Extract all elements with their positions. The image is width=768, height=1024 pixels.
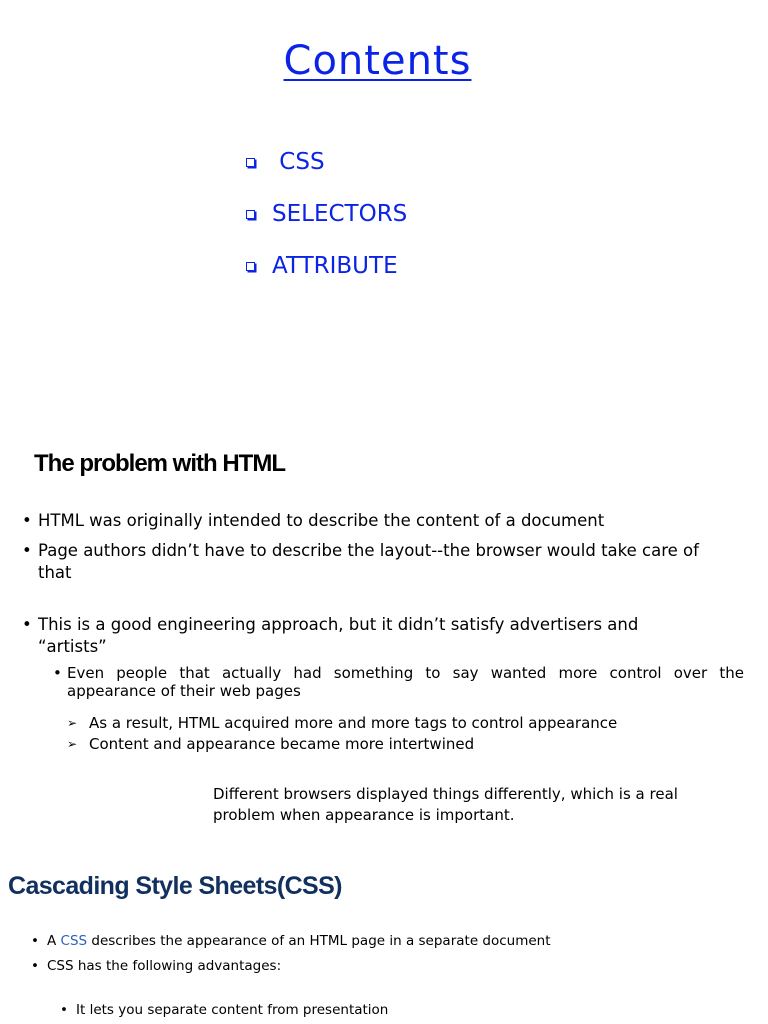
bullet-dot-icon: • — [22, 541, 32, 560]
bullet-text: This is a good engineering approach, but it didn’t satisfy advertisers and — [38, 615, 639, 634]
toc-item-css[interactable] — [246, 149, 325, 175]
bullet-text: Page authors didn’t have to describe the layout--the browser would take care of — [38, 541, 699, 560]
arrowhead-bullet-icon: ➢ — [67, 737, 78, 751]
arrow-bullet-text: As a result, HTML acquired more and more tags to control appearance — [89, 714, 618, 732]
bullet-dot-icon: • — [31, 933, 39, 949]
section-title-problem: The problem with HTML — [34, 450, 285, 477]
bullet-text: “artists” — [38, 637, 107, 656]
css-link[interactable]: CSS — [60, 933, 88, 949]
hollow-square-bullet-icon — [246, 158, 255, 167]
toc-item-label: ATTRIBUTE — [272, 253, 398, 279]
bullet-dot-icon: • — [22, 615, 32, 634]
sub-bullet-item — [60, 1002, 389, 1018]
bullet-dot-icon: • — [53, 664, 62, 682]
arrow-bullet-item — [67, 714, 617, 732]
bullet-text: describes the appearance of an HTML page in a separate document — [87, 933, 551, 949]
sub-bullet-item — [53, 664, 744, 700]
bullet-text: HTML was originally intended to describe the — [38, 511, 417, 530]
contents-title: Contents — [283, 38, 472, 84]
arrow-bullet-item — [67, 735, 474, 753]
toc-item-attribute[interactable] — [246, 253, 398, 279]
bullet-text: of a document — [479, 511, 605, 530]
bullet-item — [22, 614, 743, 658]
bullet-text: CSS has the following advantages: — [47, 958, 282, 974]
bullet-dot-icon: • — [60, 1002, 68, 1018]
bullet-text: A — [47, 933, 61, 949]
bullet-item — [31, 933, 551, 949]
arrowhead-bullet-icon: ➢ — [67, 716, 78, 730]
bullet-dot-icon: • — [22, 511, 32, 530]
note-paragraph: Different browsers displayed things differently, which is a real problem when appearance is important. — [213, 785, 678, 824]
toc-item-selectors[interactable] — [246, 201, 407, 227]
bullet-item — [22, 510, 748, 532]
bullet-item — [22, 540, 743, 584]
toc-item-label: CSS — [272, 149, 325, 175]
bullet-emphasis: content — [416, 511, 480, 530]
arrow-bullet-text: Content and appearance became more intertwined — [89, 735, 475, 753]
hollow-square-bullet-icon — [246, 262, 255, 271]
sub-bullet-text: Even people that actually had something to say wanted more control over the appearance of their web pages — [67, 664, 744, 700]
bullet-text: that — [38, 563, 72, 582]
sub-bullet-text: It lets you separate content from presentation — [76, 1002, 389, 1018]
hollow-square-bullet-icon — [246, 210, 255, 219]
bullet-dot-icon: • — [31, 958, 39, 974]
bullet-item — [31, 958, 282, 974]
toc-item-label: SELECTORS — [272, 201, 408, 227]
section-title-css: Cascading Style Sheets(CSS) — [8, 872, 342, 900]
